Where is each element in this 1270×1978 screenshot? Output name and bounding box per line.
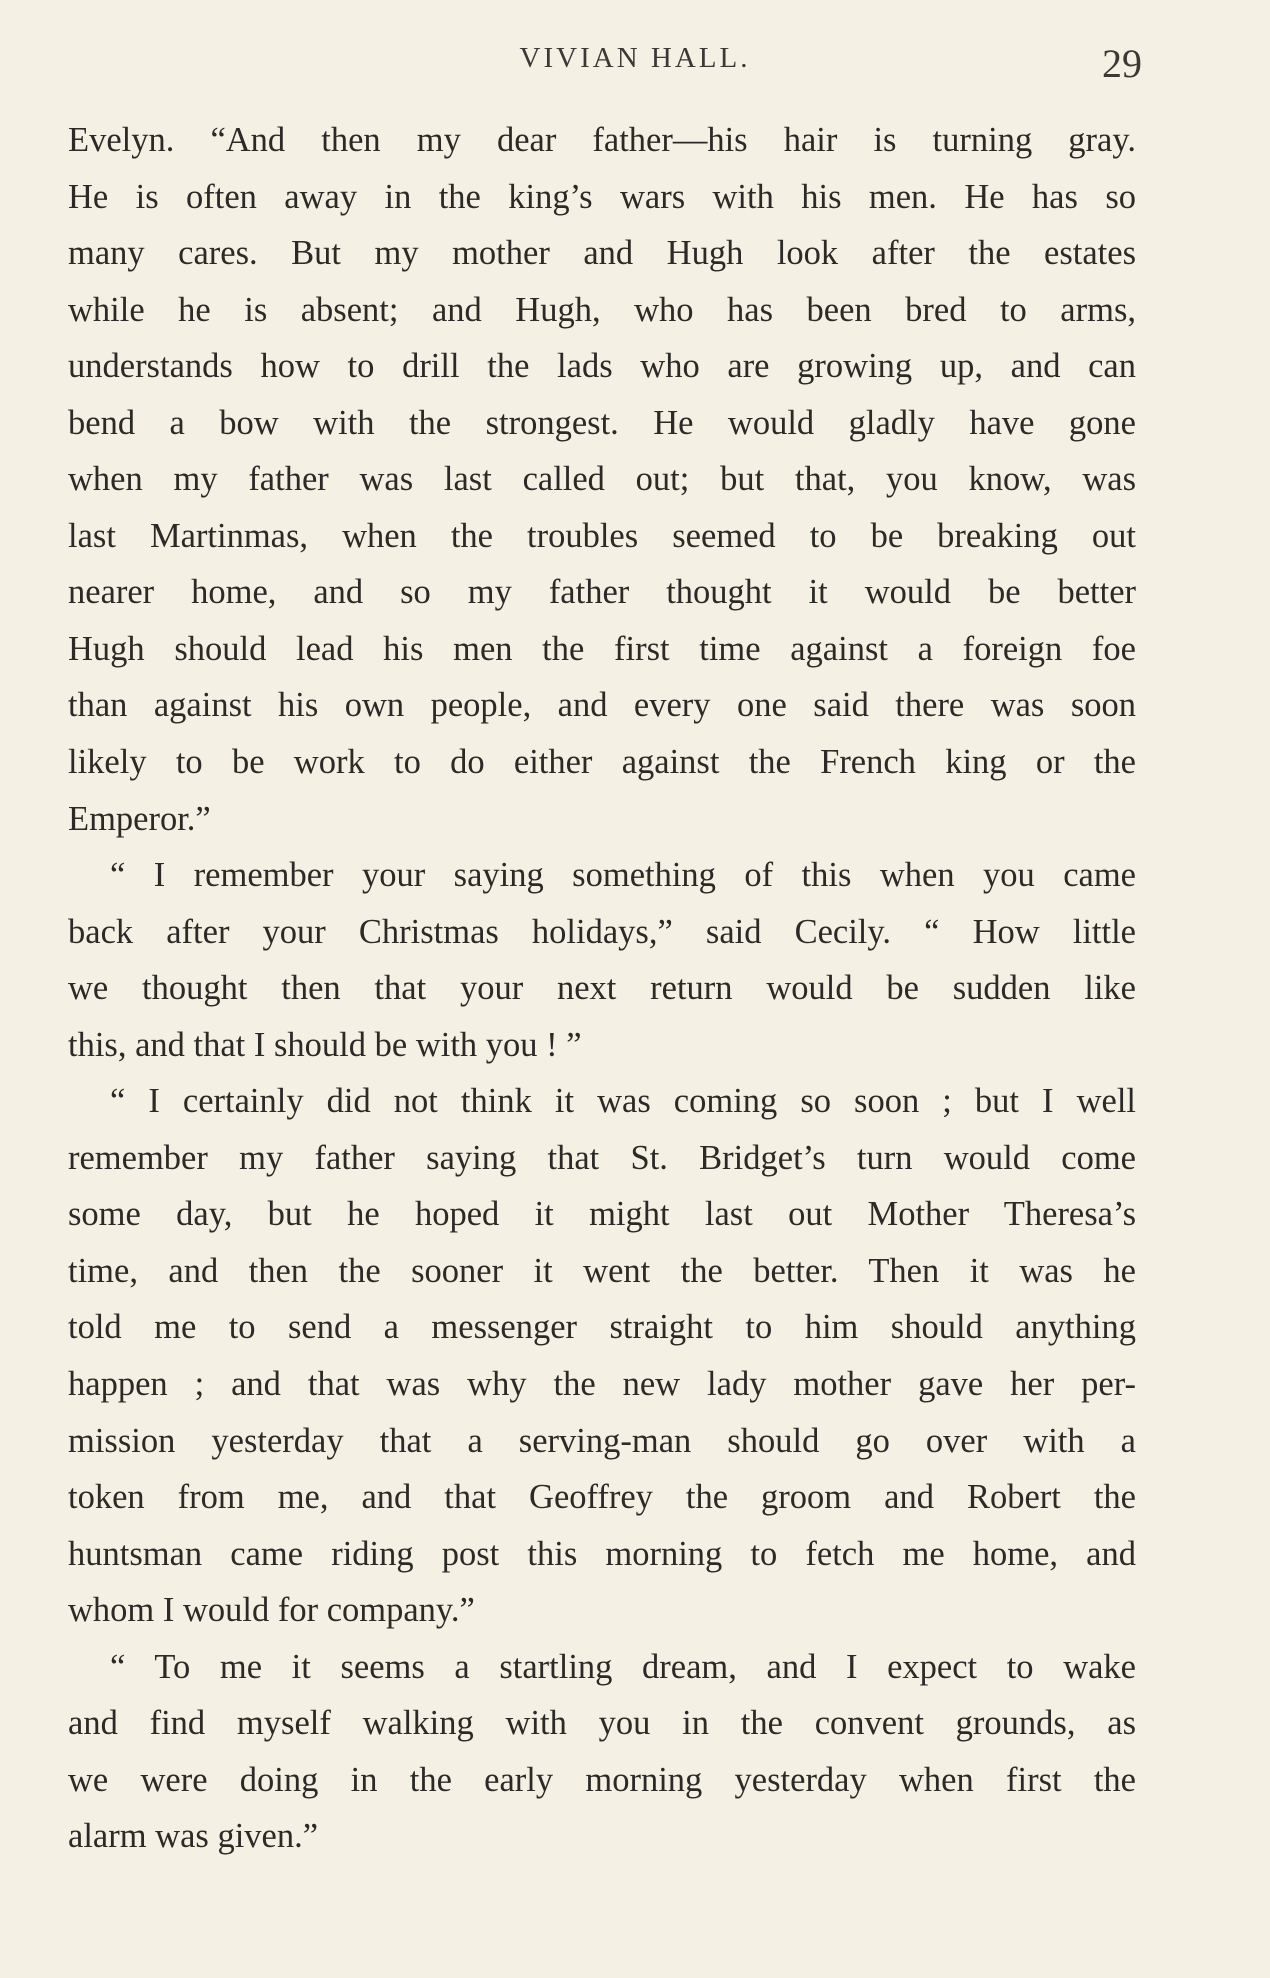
text-line: whom I would for company.” — [68, 1591, 475, 1630]
text-line: last Martinmas, when the troubles seemed to be breaking out — [68, 516, 1136, 555]
text-line: token from me, and that Geoffrey the groom and Robert the — [68, 1478, 1136, 1517]
body-text — [68, 112, 1136, 1865]
text-line: time, and then the sooner it went the better. Then it was he — [68, 1251, 1136, 1290]
text-line: bend a bow with the strongest. He would gladly have gone — [68, 403, 1136, 442]
text-line: Evelyn. “And then my dear father—his hair is turning gray. — [68, 121, 1136, 159]
text-line: Emperor.” — [68, 799, 211, 838]
text-line: and find myself walking with you in the convent grounds, as — [68, 1704, 1136, 1743]
page-number: 29 — [1102, 41, 1142, 86]
text-line: while he is absent; and Hugh, who has been bred to arms, — [68, 290, 1136, 329]
text-line: alarm was given.” — [68, 1817, 319, 1856]
text-line: “ To me it seems a startling dream, and I expect to wake — [110, 1647, 1136, 1686]
text-line: many cares. But my mother and Hugh look after the estates — [68, 234, 1136, 273]
text-line: back after your Christmas holidays,” said Cecily. “ How little — [68, 912, 1136, 951]
text-line: Hugh should lead his men the first time against a foreign foe — [68, 629, 1136, 668]
text-line: happen ; and that was why the new lady mother gave her per- — [68, 1365, 1136, 1404]
text-line: we thought then that your next return would be sudden like — [68, 969, 1136, 1008]
text-line: understands how to drill the lads who are growing up, and can — [68, 347, 1136, 386]
text-line: told me to send a messenger straight to him should anything — [68, 1308, 1136, 1347]
running-head — [0, 40, 1270, 90]
text-line: huntsman came riding post this morning to fetch me home, and — [68, 1534, 1136, 1573]
text-line: when my father was last called out; but that, you know, was — [68, 460, 1136, 499]
text-line: some day, but he hoped it might last out Mother Theresa’s — [68, 1195, 1136, 1234]
text-line: this, and that I should be with you ! ” — [68, 1025, 582, 1064]
text-line: mission yesterday that a serving-man should go over with a — [68, 1421, 1136, 1460]
text-line: “ I certainly did not think it was coming so soon ; but I well — [110, 1082, 1136, 1121]
text-line: “ I remember your saying something of this when you came — [110, 856, 1136, 895]
running-title: VIVIAN HALL. — [519, 42, 751, 74]
text-line: we were doing in the early morning yesterday when first the — [68, 1760, 1136, 1799]
text-line: nearer home, and so my father thought it would be better — [68, 573, 1136, 612]
text-line: than against his own people, and every one said there was soon — [68, 686, 1136, 725]
text-line: likely to be work to do either against the French king or the — [68, 743, 1136, 782]
text-line: He is often away in the king’s wars with his men. He has so — [68, 177, 1136, 216]
text-line: remember my father saying that St. Bridget’s turn would come — [68, 1138, 1136, 1177]
